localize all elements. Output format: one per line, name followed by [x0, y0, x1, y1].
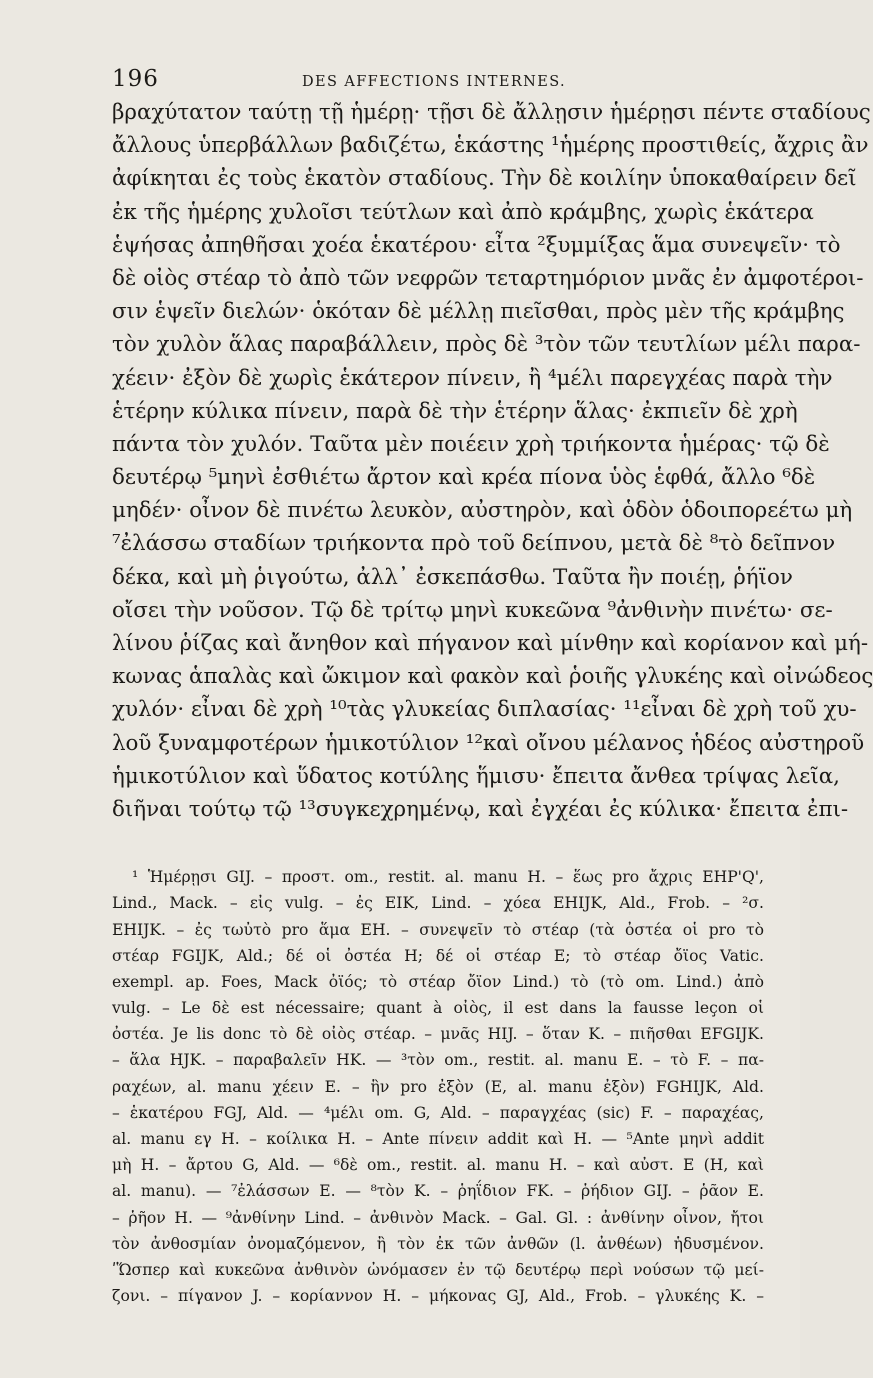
page-number: 196 — [112, 66, 159, 92]
footnote-line: Lind., Mack. – εἰς vulg. – ἐς EIK, Lind. – χόεα EHIJK, Ald., Frob. – ²σ. — [112, 894, 764, 913]
text-line: δευτέρῳ ⁵μηνὶ ἐσθιέτω ἄρτον καὶ κρέα πίονα ὑὸς ἑφθά, ἄλλο ⁶δὲ — [112, 465, 816, 491]
footnote-line: – ἑκατέρου FGJ, Ald. — ⁴μέλι om. G, Ald. – παραγχέας (sic) F. – παραχέας, — [112, 1103, 764, 1122]
footnote-line: al. manu εγ H. – κοίλικα H. – Ante πίνειν addit καὶ H. — ⁵Ante μηνὶ addit — [112, 1130, 764, 1148]
running-title: DES AFFECTIONS INTERNES. — [302, 74, 567, 90]
text-line: ἐκ τῆς ἡμέρης χυλοῖσι τεύτλων καὶ ἀπὸ κράμβης, χωρὶς ἑκάτερα — [112, 199, 814, 225]
text-line: ⁷ἐλάσσω σταδίων τριήκοντα πρὸ τοῦ δείπνου, μετὰ δὲ ⁸τὸ δεῖπνον — [112, 531, 836, 557]
footnote-line: τὸν ἀνθοσμίαν ὀνομαζόμενον, ἢ τὸν ἐκ τῶν ἀνθῶν (l. ἀνθέων) ἡδυσμένον. — [112, 1234, 764, 1253]
text-line: δέκα, καὶ μὴ ῥιγούτω, ἀλλ᾽ ἐσκεπάσθω. Ταῦτα ἢν ποιέῃ, ῥήϊον — [112, 564, 793, 590]
text-line: μηδέν· οἶνον δὲ πινέτω λευκὸν, αὐστηρὸν, καὶ ὁδὸν ὁδοιπορεέτω μὴ — [112, 498, 853, 524]
footnote-line: vulg. – Le δὲ est nécessaire; quant à οἰὸς, il est dans la fausse leçon οἱ — [112, 999, 764, 1018]
footnote-line: – ἅλα HJK. – παραβαλεῖν HK. — ³τὸν om., restit. al. manu E. – τὸ F. – πα- — [112, 1051, 764, 1070]
footnote-line: ʹὭσπερ καὶ κυκεῶνα ἀνθινὸν ὠνόμασεν ἐν τῷ δευτέρῳ περὶ νούσων τῷ μεί- — [112, 1260, 764, 1279]
text-line: σιν ἑψεῖν διελών· ὁκόταν δὲ μέλλῃ πιεῖσθαι, πρὸς μὲν τῆς κράμβης — [112, 299, 845, 325]
text-line: ἀφίκηται ἐς τοὺς ἑκατὸν σταδίους. Τὴν δὲ κοιλίην ὑποκαθαίρειν δεῖ — [112, 166, 857, 192]
running-head — [112, 66, 764, 96]
text-line: βραχύτατον ταύτῃ τῇ ἡμέρῃ· τῇσι δὲ ἄλλῃσιν ἡμέρῃσι πέντε σταδίους — [112, 100, 871, 125]
footnote-line: στέαρ FGIJK, Ald.; δέ οἱ ὀστέα H; δέ οἱ στέαρ E; τὸ στέαρ ὄϊος Vatic. — [112, 946, 764, 965]
text-line: διῆναι τούτῳ τῷ ¹³συγκεχρημένῳ, καὶ ἐγχέαι ἐς κύλικα· ἔπειτα ἐπι- — [112, 796, 849, 822]
text-line: τὸν χυλὸν ἅλας παραβάλλειν, πρὸς δὲ ³τὸν τῶν τευτλίων μέλι παρα- — [112, 332, 861, 358]
text-line: χυλόν· εἶναι δὲ χρὴ ¹⁰τὰς γλυκείας διπλασίας· ¹¹εἶναι δὲ χρὴ τοῦ χυ- — [112, 697, 857, 723]
footnote-line: exempl. ap. Foes, Mack ὀϊός; τὸ στέαρ ὄϊον Lind.) τὸ (τὸ om. Lind.) ἀπὸ — [112, 972, 764, 991]
text-line: ἄλλους ὑπερβάλλων βαδιζέτω, ἑκάστης ¹ἡμέρης προστιθείς, ἄχρις ἂν — [112, 133, 869, 159]
footnote-line: ὀστέα. Je lis donc τὸ δὲ οἰὸς στέαρ. – μνᾶς HIJ. – ὅταν K. – πιῆσθαι EFGIJK. — [112, 1025, 764, 1044]
text-line: κωνας ἁπαλὰς καὶ ὤκιμον καὶ φακὸν καὶ ῥοιῆς γλυκέης καὶ οἰνώδεος — [112, 664, 873, 690]
footnote-line: ραχέων, al. manu χέειν E. – ἣν pro ἐξὸν (E, al. manu ἐξὸν) FGHIJK, Ald. — [112, 1077, 764, 1096]
text-line: ἡμικοτύλιον καὶ ὕδατος κοτύλης ἥμισυ· ἔπειτα ἄνθεα τρίψας λεῖα, — [112, 763, 840, 789]
text-line: δὲ οἰὸς στέαρ τὸ ἀπὸ τῶν νεφρῶν τεταρτημόριον μνᾶς ἐν ἀμφοτέροι- — [112, 265, 864, 291]
text-line: λοῦ ξυναμφοτέρων ἡμικοτύλιον ¹²καὶ οἴνου μέλανος ἡδέος αὐστηροῦ — [112, 730, 865, 756]
text-line: οἴσει τὴν νοῦσον. Τῷ δὲ τρίτῳ μηνὶ κυκεῶνα ⁹ἀνθινὴν πινέτω· σε- — [112, 597, 833, 623]
main-text — [112, 96, 873, 826]
footnote-line: – ῥῆον H. — ⁹ἀνθίνην Lind. – ἀνθινὸν Mack. – Gal. Gl. : ἀνθίνην οἶνον, ἤτοι — [112, 1208, 764, 1227]
footnote-line: ζονι. – πίγανον J. – κορίαννον H. – μήκονας GJ, Ald., Frob. – γλυκέης K. – — [112, 1287, 764, 1306]
text-line: ἑψήσας ἀπηθῆσαι χοέα ἑκατέρου· εἶτα ²ξυμμίξας ἅμα συνεψεῖν· τὸ — [112, 232, 841, 258]
footnote-line: al. manu). — ⁷ἐλάσσων E. — ⁸τὸν K. – ῥηΐδιον FK. – ῥήδιον GIJ. – ῥᾶον E. — [112, 1182, 764, 1201]
text-line: πάντα τὸν χυλόν. Ταῦτα μὲν ποιέειν χρὴ τριήκοντα ἡμέρας· τῷ δὲ — [112, 431, 830, 457]
footnote-line: EHIJK. – ἐς τωὐτὸ pro ἅμα EH. – συνεψεῖν τὸ στέαρ (τὰ ὀστέα οἱ pro τὸ — [112, 920, 764, 939]
footnotes — [112, 864, 764, 1309]
text-line: λίνου ῥίζας καὶ ἄνηθον καὶ πήγανον καὶ μίνθην καὶ κορίανον καὶ μή- — [112, 631, 869, 656]
footnote-line: μὴ H. – ἄρτου G, Ald. — ⁶δὲ om., restit. al. manu H. – καὶ αὐστ. E (H, καὶ — [112, 1156, 764, 1175]
text-line: χέειν· ἐξὸν δὲ χωρὶς ἑκάτερον πίνειν, ἢ ⁴μέλι παρεγχέας παρὰ τὴν — [112, 365, 833, 391]
footnote-line: ¹ Ἡμέρῃσι GIJ. – προστ. om., restit. al. manu H. – ἕως pro ἄχρις EHP'Q', — [132, 868, 764, 887]
text-line: ἑτέρην κύλικα πίνειν, παρὰ δὲ τὴν ἑτέρην ἅλας· ἐκπιεῖν δὲ χρὴ — [112, 398, 798, 424]
